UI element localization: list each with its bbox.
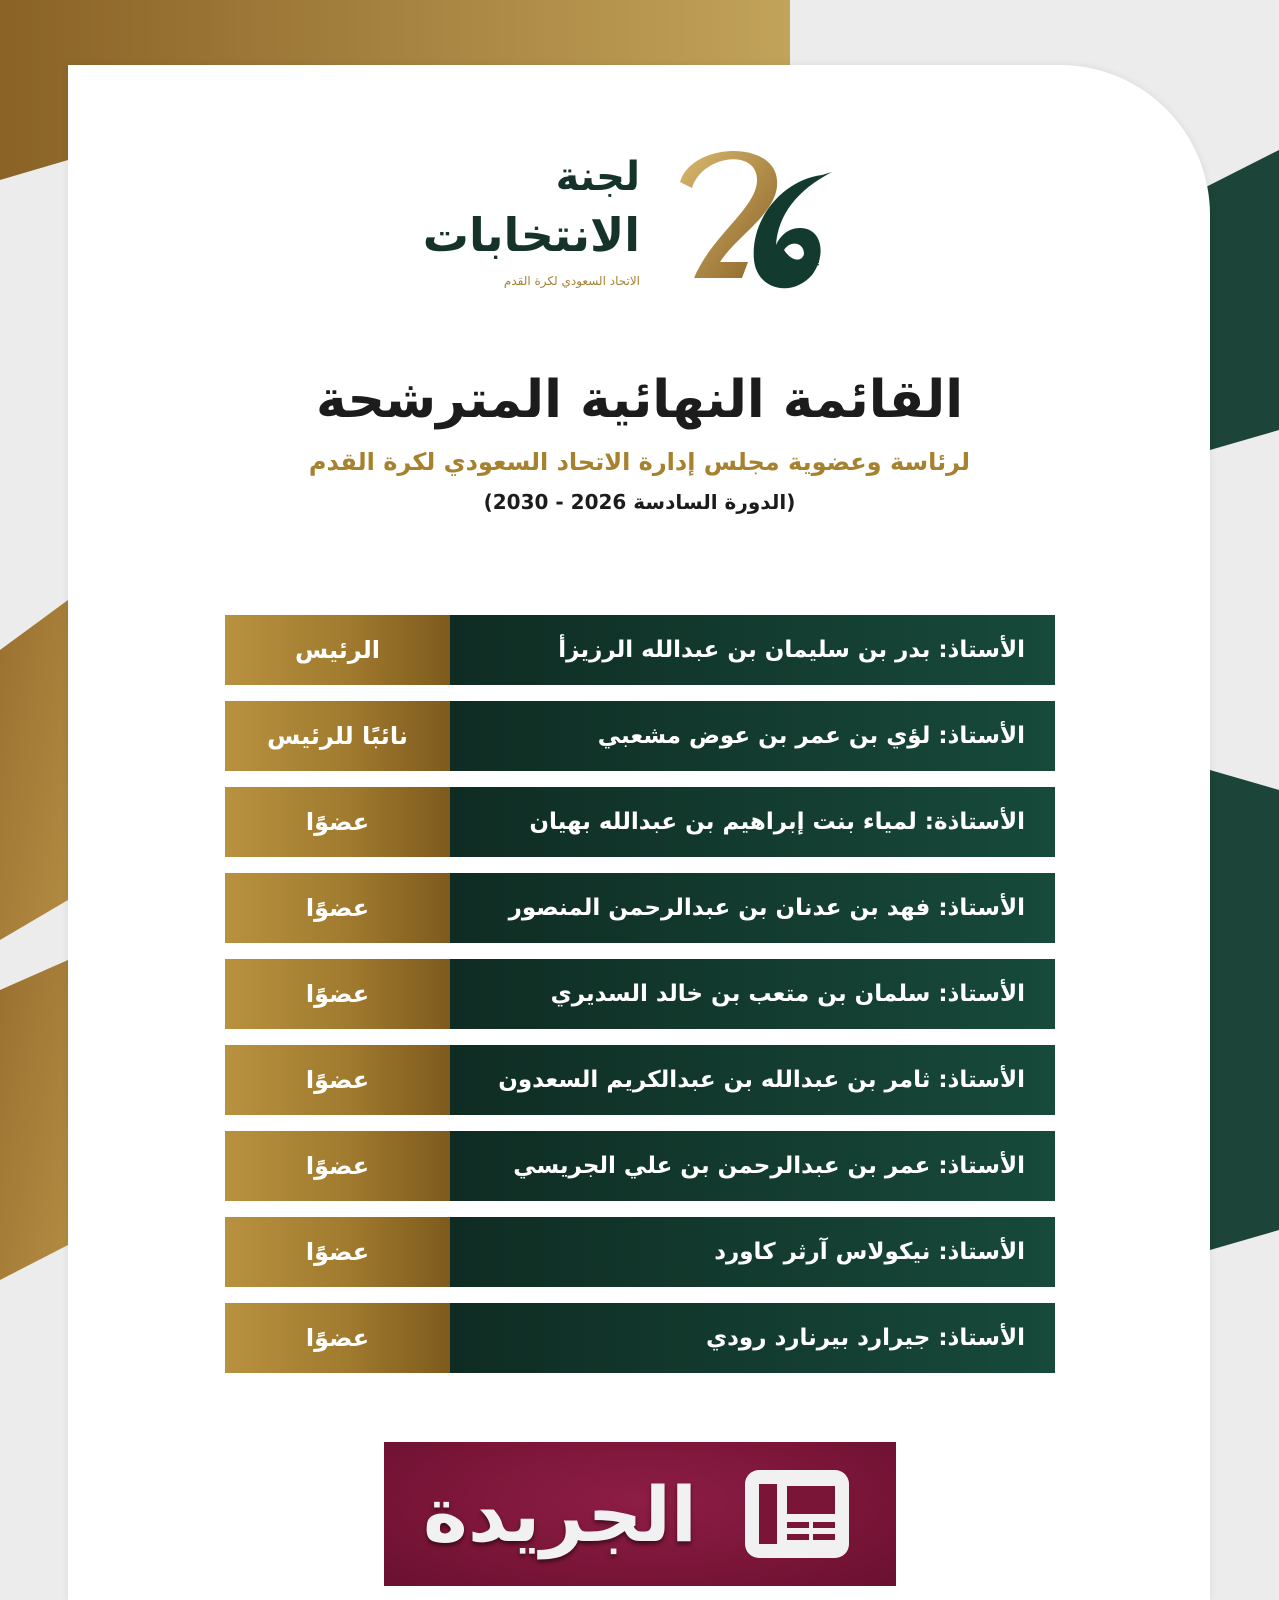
elections-committee-logo <box>422 150 840 300</box>
candidate-role: عضوًا <box>225 1131 450 1201</box>
list-item <box>225 873 1055 943</box>
list-item <box>225 1303 1055 1373</box>
candidate-role: عضوًا <box>225 1045 450 1115</box>
candidate-name: الأستاذ: لؤي بن عمر بن عوض مشعبي <box>450 701 1055 771</box>
page-title: القائمة النهائية المترشحة <box>315 370 964 430</box>
list-item <box>225 1045 1055 1115</box>
candidate-name: الأستاذ: فهد بن عدنان بن عبدالرحمن المنصور <box>450 873 1055 943</box>
term-label: (الدورة السادسة 2026 - 2030) <box>483 490 796 514</box>
candidates-list <box>225 615 1055 1389</box>
list-item <box>225 701 1055 771</box>
logo-word-elections: الانتخابات <box>422 208 640 262</box>
list-item <box>225 1131 1055 1201</box>
candidate-name: الأستاذ: نيكولاس آرثر كاورد <box>450 1217 1055 1287</box>
candidate-name: الأستاذة: لمياء بنت إبراهيم بن عبدالله بهيان <box>450 787 1055 857</box>
list-item <box>225 959 1055 1029</box>
candidate-name: الأستاذ: ثامر بن عبدالله بن عبدالكريم السعدون <box>450 1045 1055 1115</box>
candidate-name: الأستاذ: جيرارد بيرنارد رودي <box>450 1303 1055 1373</box>
newspaper-watermark <box>384 1442 896 1586</box>
candidate-name: الأستاذ: بدر بن سليمان بن عبدالله الرزيزأ <box>450 615 1055 685</box>
logo-federation-name: الاتحاد السعودي لكرة القدم <box>503 274 640 288</box>
candidate-role: عضوًا <box>225 787 450 857</box>
list-item <box>225 615 1055 685</box>
list-item <box>225 787 1055 857</box>
logo-26-mark-icon <box>672 150 842 300</box>
page-subtitle: لرئاسة وعضوية مجلس إدارة الاتحاد السعودي لكرة القدم <box>308 448 971 476</box>
logo-saff-badge: SAFF <box>794 261 820 271</box>
candidate-role: نائبًا للرئيس <box>225 701 450 771</box>
watermark-text: الجريدة <box>423 1469 697 1559</box>
candidate-role: عضوًا <box>225 1217 450 1287</box>
candidate-role: عضوًا <box>225 959 450 1029</box>
candidate-role: عضوًا <box>225 873 450 943</box>
newspaper-icon <box>737 1464 857 1564</box>
candidate-role: الرئيس <box>225 615 450 685</box>
candidate-name: الأستاذ: عمر بن عبدالرحمن بن علي الجريسي <box>450 1131 1055 1201</box>
candidate-role: عضوًا <box>225 1303 450 1373</box>
candidate-name: الأستاذ: سلمان بن متعب بن خالد السديري <box>450 959 1055 1029</box>
list-item <box>225 1217 1055 1287</box>
logo-word-committee: لجنة <box>555 154 640 200</box>
